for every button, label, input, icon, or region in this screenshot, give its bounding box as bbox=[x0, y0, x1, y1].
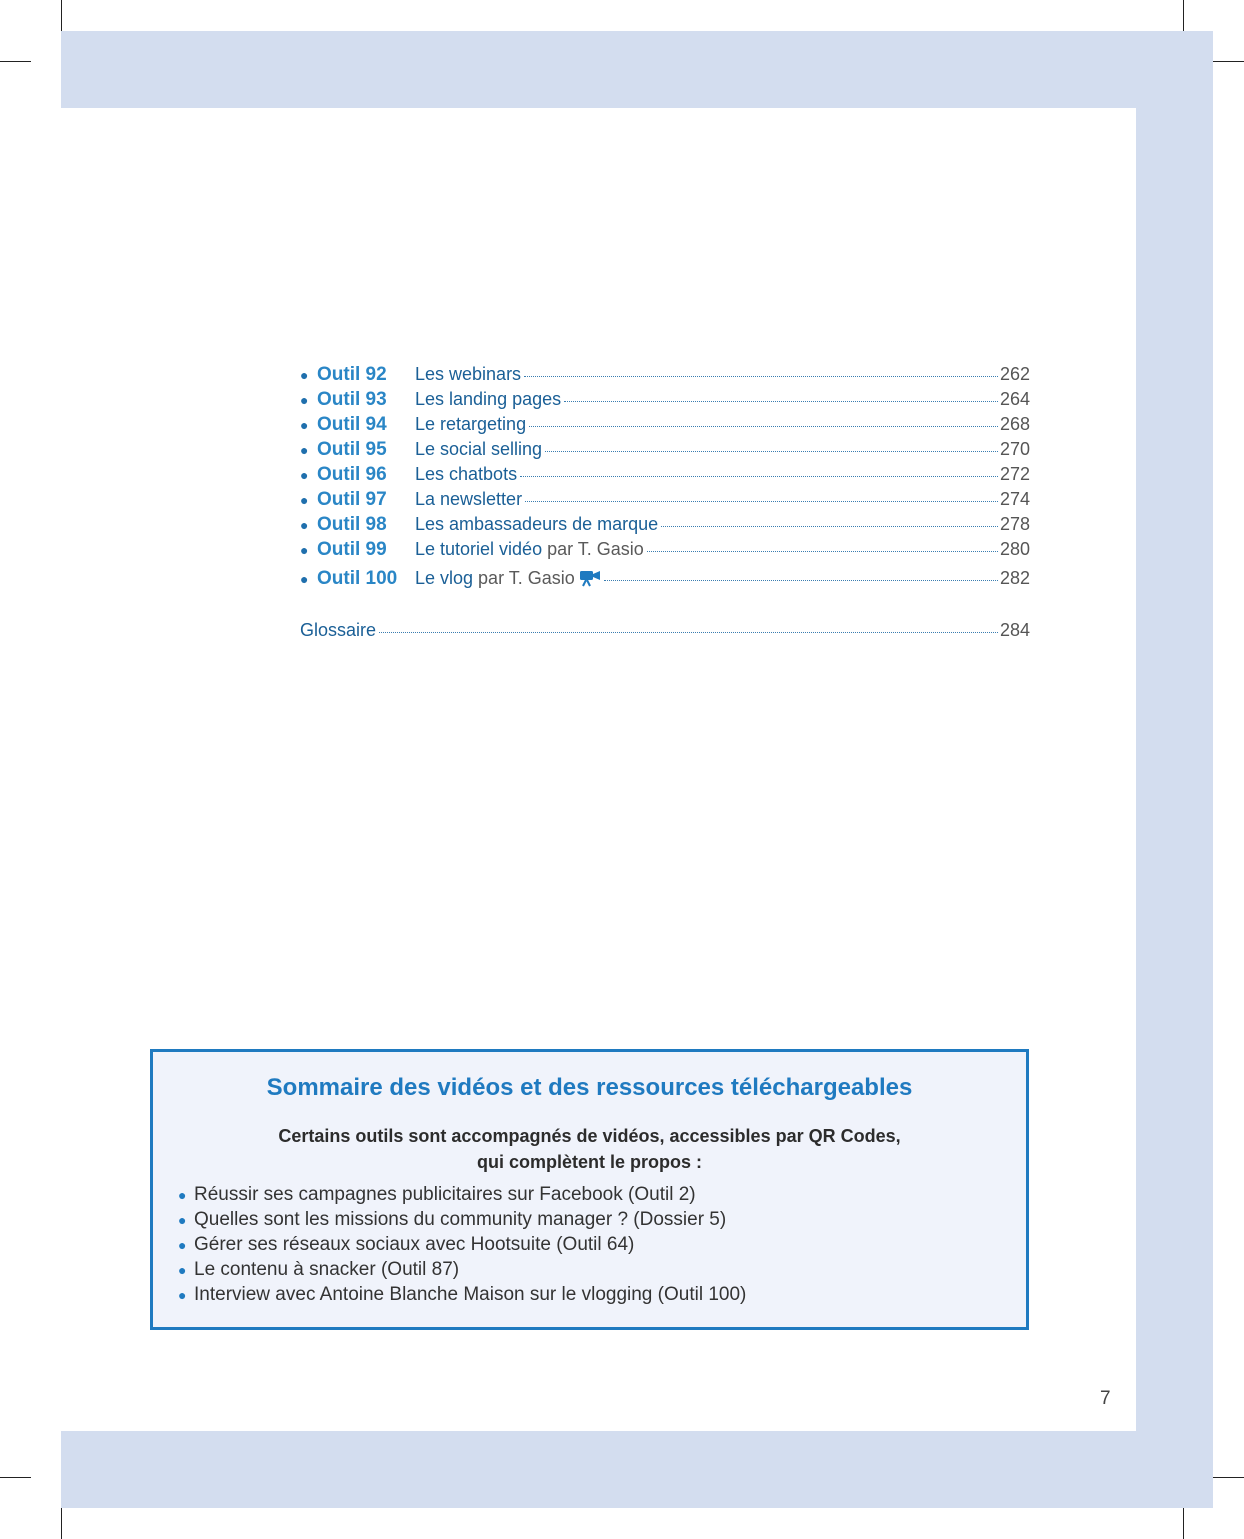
toc-tool-number: Outil 96 bbox=[317, 464, 387, 485]
bullet-icon: ● bbox=[300, 417, 309, 433]
bullet-icon: ● bbox=[300, 367, 309, 383]
toc-page-number: 278 bbox=[999, 514, 1030, 534]
dot-leader bbox=[604, 580, 998, 581]
toc-entry[interactable] bbox=[300, 539, 1030, 564]
resources-list bbox=[178, 1184, 746, 1309]
toc-tool-number: Outil 100 bbox=[317, 568, 398, 589]
toc-title: Le vlog bbox=[415, 568, 474, 588]
resources-list-item bbox=[178, 1284, 746, 1309]
bullet-icon: ● bbox=[178, 1237, 187, 1253]
dot-leader bbox=[379, 632, 998, 633]
bullet-icon: ● bbox=[300, 492, 309, 508]
resources-item-text: Gérer ses réseaux sociaux avec Hootsuite (Outil 64) bbox=[194, 1234, 635, 1255]
toc-page-number: 282 bbox=[999, 568, 1030, 588]
resources-box-intro bbox=[153, 1123, 1026, 1175]
toc-entry[interactable] bbox=[300, 389, 1030, 414]
toc-page-number: 274 bbox=[999, 489, 1030, 509]
bullet-icon: ● bbox=[178, 1187, 187, 1203]
toc-author: par T. Gasio bbox=[478, 568, 575, 588]
crop-mark bbox=[1183, 1508, 1184, 1539]
toc-tool-number: Outil 97 bbox=[317, 489, 387, 510]
glossary-label: Glossaire bbox=[300, 620, 377, 640]
dot-leader bbox=[524, 376, 998, 377]
video-camera-icon bbox=[579, 569, 601, 592]
dot-leader bbox=[661, 526, 998, 527]
crop-mark bbox=[0, 61, 31, 62]
toc-title: Les webinars bbox=[415, 364, 522, 384]
resources-item-text: Le contenu à snacker (Outil 87) bbox=[194, 1259, 460, 1280]
toc-page-number: 262 bbox=[999, 364, 1030, 384]
bullet-icon: ● bbox=[300, 517, 309, 533]
resources-list-item bbox=[178, 1234, 746, 1259]
toc-tool-number: Outil 94 bbox=[317, 414, 387, 435]
toc-entry[interactable] bbox=[300, 489, 1030, 514]
toc-page-number: 270 bbox=[999, 439, 1030, 459]
crop-mark bbox=[61, 1508, 62, 1539]
bullet-icon: ● bbox=[300, 392, 309, 408]
bullet-icon: ● bbox=[178, 1287, 187, 1303]
bullet-icon: ● bbox=[300, 571, 309, 587]
glossary-page-number: 284 bbox=[999, 620, 1030, 640]
page-frame-top bbox=[61, 31, 1213, 108]
toc-tool-number: Outil 92 bbox=[317, 364, 387, 385]
toc-title: Les chatbots bbox=[415, 464, 518, 484]
resources-box bbox=[150, 1049, 1029, 1330]
intro-line: qui complètent le propos : bbox=[476, 1152, 702, 1172]
toc-tool-number: Outil 95 bbox=[317, 439, 387, 460]
dot-leader bbox=[520, 476, 998, 477]
crop-mark bbox=[61, 0, 62, 31]
bullet-icon: ● bbox=[300, 442, 309, 458]
toc-title: Le social selling bbox=[415, 439, 543, 459]
crop-mark bbox=[1213, 61, 1244, 62]
resources-list-item bbox=[178, 1184, 746, 1209]
bullet-icon: ● bbox=[178, 1212, 187, 1228]
crop-mark bbox=[1183, 0, 1184, 31]
toc-entry[interactable] bbox=[300, 564, 1030, 595]
toc-tool-number: Outil 93 bbox=[317, 389, 387, 410]
toc-title: Le tutoriel vidéo bbox=[415, 539, 543, 559]
toc-entry[interactable] bbox=[300, 464, 1030, 489]
toc-entry[interactable] bbox=[300, 439, 1030, 464]
page-frame-right bbox=[1136, 31, 1213, 1508]
toc-title: Le retargeting bbox=[415, 414, 527, 434]
resources-item-text: Interview avec Antoine Blanche Maison sur le vlogging (Outil 100) bbox=[194, 1284, 747, 1305]
toc-entry[interactable] bbox=[300, 364, 1030, 389]
dot-leader bbox=[647, 551, 998, 552]
table-of-contents bbox=[300, 364, 1030, 595]
toc-page-number: 264 bbox=[999, 389, 1030, 409]
crop-mark bbox=[0, 1477, 31, 1478]
crop-mark bbox=[1213, 1477, 1244, 1478]
toc-glossary-entry[interactable] bbox=[300, 620, 1030, 641]
toc-page-number: 268 bbox=[999, 414, 1030, 434]
resources-item-text: Réussir ses campagnes publicitaires sur Facebook (Outil 2) bbox=[194, 1184, 696, 1205]
toc-title: Les ambassadeurs de marque bbox=[415, 514, 659, 534]
dot-leader bbox=[564, 401, 998, 402]
toc-entry[interactable] bbox=[300, 514, 1030, 539]
toc-entry[interactable] bbox=[300, 414, 1030, 439]
bullet-icon: ● bbox=[300, 542, 309, 558]
intro-line: Certains outils sont accompagnés de vidéos, accessibles par QR Codes, bbox=[278, 1126, 901, 1146]
toc-page-number: 272 bbox=[999, 464, 1030, 484]
bullet-icon: ● bbox=[300, 467, 309, 483]
toc-page-number: 280 bbox=[999, 539, 1030, 559]
toc-title: La newsletter bbox=[415, 489, 523, 509]
toc-title: Les landing pages bbox=[415, 389, 562, 409]
resources-item-text: Quelles sont les missions du community manager ? (Dossier 5) bbox=[194, 1209, 727, 1230]
dot-leader bbox=[545, 451, 998, 452]
resources-list-item bbox=[178, 1259, 746, 1284]
page-number: 7 bbox=[1100, 1388, 1111, 1409]
resources-box-title: Sommaire des vidéos et des ressources téléchargeables bbox=[266, 1074, 913, 1101]
toc-author: par T. Gasio bbox=[547, 539, 644, 559]
bullet-icon: ● bbox=[178, 1262, 187, 1278]
toc-tool-number: Outil 98 bbox=[317, 514, 387, 535]
resources-list-item bbox=[178, 1209, 746, 1234]
dot-leader bbox=[529, 426, 998, 427]
toc-tool-number: Outil 99 bbox=[317, 539, 387, 560]
dot-leader bbox=[525, 501, 998, 502]
page-frame-bottom bbox=[61, 1431, 1213, 1508]
